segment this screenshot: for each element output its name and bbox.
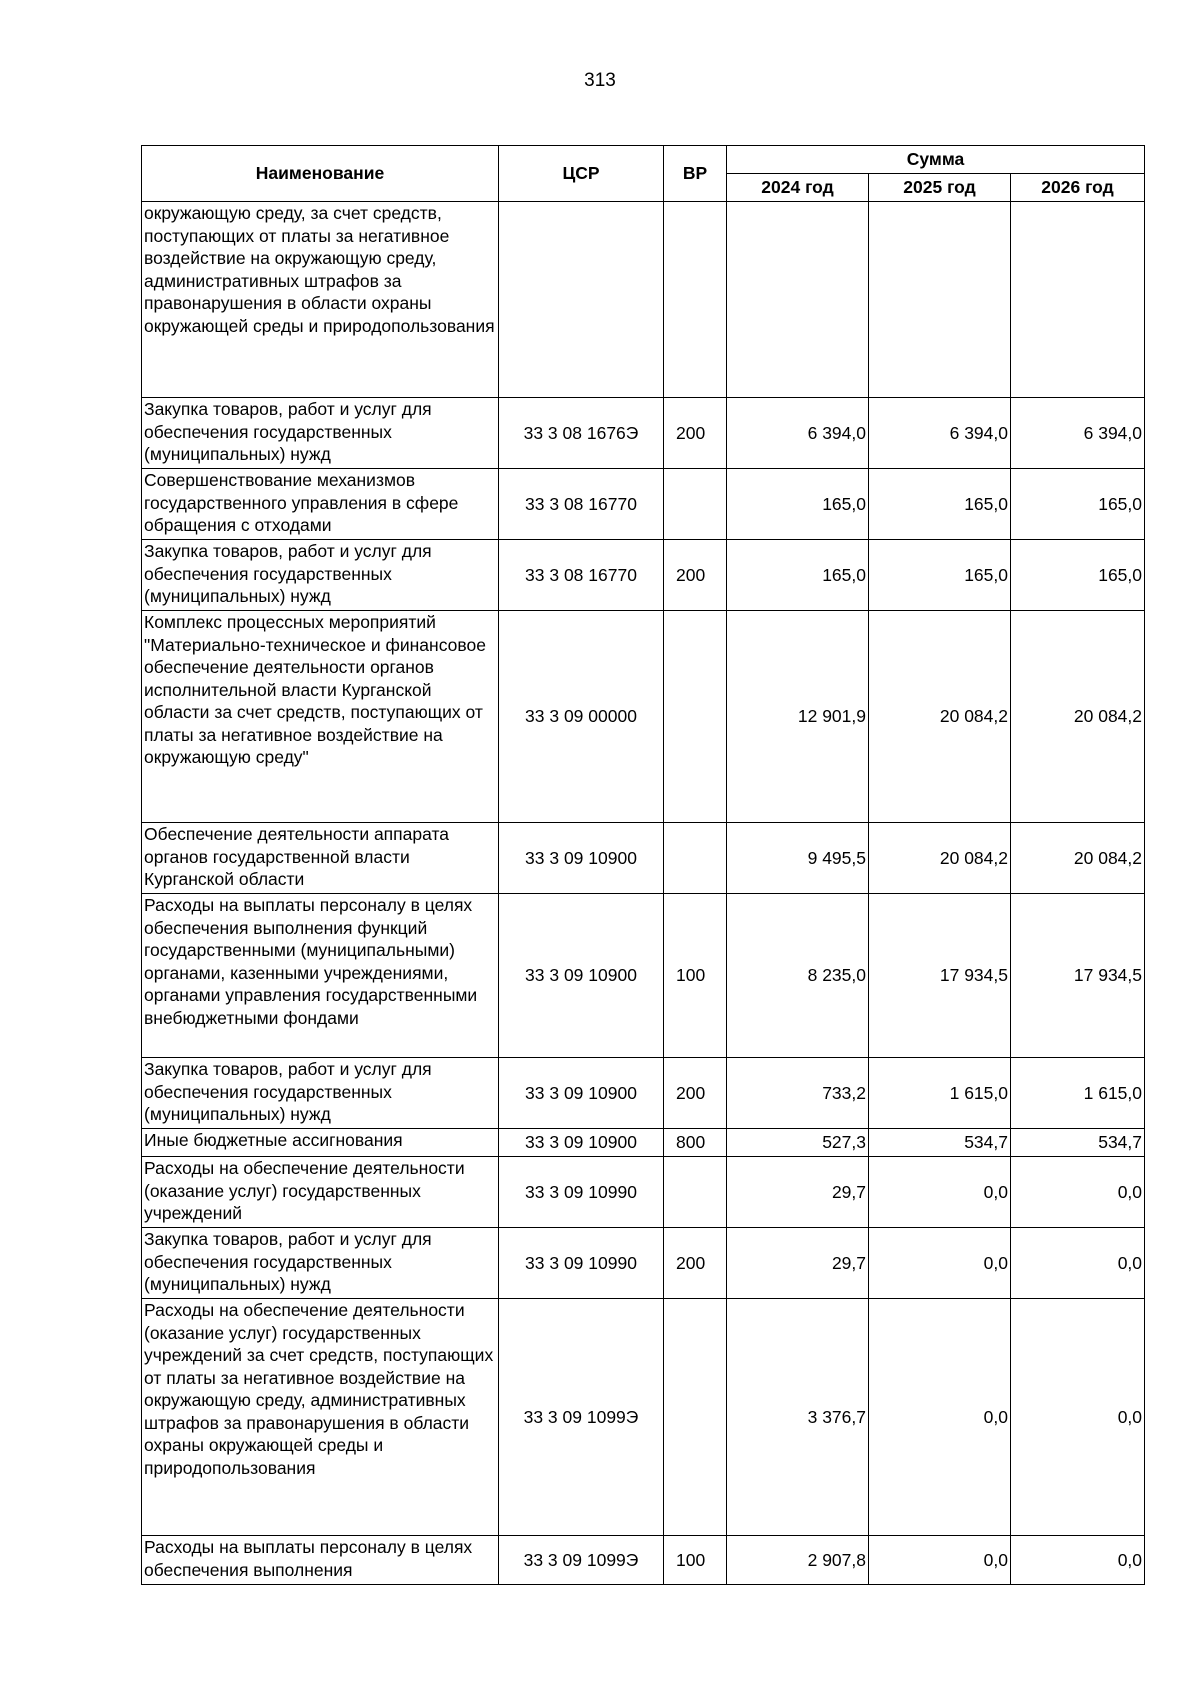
row-2026: 20 084,2 xyxy=(1011,611,1145,823)
row-vr xyxy=(664,1129,727,1157)
row-2024: 6 394,0 xyxy=(727,398,869,469)
row-csr: 33 3 09 10900 xyxy=(499,1129,664,1157)
row-csr: 33 3 09 1099Э xyxy=(499,1299,664,1536)
row-name: Расходы на выплаты персоналу в целях обеспечения выполнения xyxy=(142,1536,499,1585)
row-2025: 20 084,2 xyxy=(869,823,1011,894)
row-2026: 165,0 xyxy=(1011,540,1145,611)
row-csr: 33 3 09 00000 xyxy=(499,611,664,823)
row-2024: 527,3 xyxy=(727,1129,869,1157)
row-vr xyxy=(664,540,727,611)
row-2024: 9 495,5 xyxy=(727,823,869,894)
row-vr xyxy=(664,202,727,398)
row-name: Иные бюджетные ассигнования xyxy=(142,1129,499,1157)
row-name: Закупка товаров, работ и услуг для обеспечения государственных (муниципальных) нужд xyxy=(142,540,499,611)
header-csr: ЦСР xyxy=(499,146,664,202)
row-vr-value: 100 xyxy=(676,965,706,986)
row-2025: 20 084,2 xyxy=(869,611,1011,823)
row-csr: 33 3 08 16770 xyxy=(499,469,664,540)
row-vr xyxy=(664,894,727,1058)
header-2024: 2024 год xyxy=(727,174,869,202)
header-sum: Сумма xyxy=(727,146,1145,174)
table-row xyxy=(142,1129,1145,1157)
row-2026: 0,0 xyxy=(1011,1228,1145,1299)
table-row xyxy=(142,1228,1145,1299)
row-2024 xyxy=(727,202,869,398)
row-csr: 33 3 09 1099Э xyxy=(499,1536,664,1585)
row-csr: 33 3 08 16770 xyxy=(499,540,664,611)
row-2026: 0,0 xyxy=(1011,1157,1145,1228)
row-2026: 534,7 xyxy=(1011,1129,1145,1157)
table-row xyxy=(142,823,1145,894)
page-number: 313 xyxy=(584,70,616,91)
header-name: Наименование xyxy=(142,146,499,202)
row-name: Расходы на выплаты персоналу в целях обеспечения выполнения функций государственными (муниципальными) органами, казенными учреждениями, органами управления государственными внебюджетными фондами xyxy=(142,894,499,1058)
row-2026: 20 084,2 xyxy=(1011,823,1145,894)
table-row xyxy=(142,1299,1145,1536)
row-2024: 2 907,8 xyxy=(727,1536,869,1585)
row-vr-value: 200 xyxy=(676,564,706,585)
row-vr xyxy=(664,469,727,540)
row-vr xyxy=(664,1536,727,1585)
row-2026 xyxy=(1011,202,1145,398)
row-csr: 33 3 09 10900 xyxy=(499,894,664,1058)
row-vr xyxy=(664,1228,727,1299)
row-2026: 165,0 xyxy=(1011,469,1145,540)
header-2025: 2025 год xyxy=(869,174,1011,202)
row-2025: 0,0 xyxy=(869,1228,1011,1299)
row-vr xyxy=(664,823,727,894)
table-row xyxy=(142,1157,1145,1228)
row-name: Совершенствование механизмов государственного управления в сфере обращения с отходами xyxy=(142,469,499,540)
row-2026: 17 934,5 xyxy=(1011,894,1145,1058)
row-csr: 33 3 09 10900 xyxy=(499,1058,664,1129)
row-2025: 6 394,0 xyxy=(869,398,1011,469)
row-2025: 0,0 xyxy=(869,1299,1011,1536)
table-header xyxy=(142,146,1145,202)
row-2026: 6 394,0 xyxy=(1011,398,1145,469)
row-csr: 33 3 09 10990 xyxy=(499,1228,664,1299)
row-name: Расходы на обеспечение деятельности (оказание услуг) государственных учреждений xyxy=(142,1157,499,1228)
row-2025 xyxy=(869,202,1011,398)
row-vr xyxy=(664,611,727,823)
row-csr: 33 3 08 1676Э xyxy=(499,398,664,469)
row-2026: 0,0 xyxy=(1011,1299,1145,1536)
table-row xyxy=(142,540,1145,611)
row-2025: 165,0 xyxy=(869,540,1011,611)
table-row xyxy=(142,202,1145,398)
row-2026: 0,0 xyxy=(1011,1536,1145,1585)
row-name: окружающую среду, за счет средств, поступающих от платы за негативное воздействие на окружающую среду, административных штрафов за правонарушения в области охраны окружающей среды и природопользования xyxy=(142,202,499,398)
row-2024: 733,2 xyxy=(727,1058,869,1129)
row-csr: 33 3 09 10900 xyxy=(499,823,664,894)
table-row xyxy=(142,1536,1145,1585)
row-2025: 534,7 xyxy=(869,1129,1011,1157)
table-row xyxy=(142,894,1145,1058)
row-vr xyxy=(664,1058,727,1129)
row-vr xyxy=(664,1299,727,1536)
row-name: Комплекс процессных мероприятий "Материально-техническое и финансовое обеспечение деятельности органов исполнительной власти Курганской области за счет средств, поступающих от платы за негативное воздействие на окружающую среду" xyxy=(142,611,499,823)
budget-table xyxy=(141,145,1145,1585)
row-2025: 17 934,5 xyxy=(869,894,1011,1058)
row-2024: 165,0 xyxy=(727,540,869,611)
row-2024: 12 901,9 xyxy=(727,611,869,823)
table-row xyxy=(142,611,1145,823)
header-vr: ВР xyxy=(664,146,727,202)
row-name: Закупка товаров, работ и услуг для обеспечения государственных (муниципальных) нужд xyxy=(142,1058,499,1129)
row-vr-value: 200 xyxy=(676,1252,706,1273)
row-name: Обеспечение деятельности аппарата органов государственной власти Курганской области xyxy=(142,823,499,894)
table-row xyxy=(142,398,1145,469)
row-csr xyxy=(499,202,664,398)
row-name: Расходы на обеспечение деятельности (оказание услуг) государственных учреждений за счет средств, поступающих от платы за негативное воздействие на окружающую среду, административных штрафов за правонарушения в области охраны окружающей среды и природопользования xyxy=(142,1299,499,1536)
row-vr xyxy=(664,1157,727,1228)
row-2025: 165,0 xyxy=(869,469,1011,540)
row-vr-value: 100 xyxy=(676,1549,706,1570)
row-2024: 165,0 xyxy=(727,469,869,540)
row-vr xyxy=(664,398,727,469)
header-2026: 2026 год xyxy=(1011,174,1145,202)
row-vr-value: 800 xyxy=(676,1132,706,1153)
row-name: Закупка товаров, работ и услуг для обеспечения государственных (муниципальных) нужд xyxy=(142,1228,499,1299)
row-2025: 1 615,0 xyxy=(869,1058,1011,1129)
row-2025: 0,0 xyxy=(869,1157,1011,1228)
table-row xyxy=(142,469,1145,540)
row-csr: 33 3 09 10990 xyxy=(499,1157,664,1228)
row-name: Закупка товаров, работ и услуг для обеспечения государственных (муниципальных) нужд xyxy=(142,398,499,469)
table-row xyxy=(142,1058,1145,1129)
table-body xyxy=(142,202,1145,1585)
row-2024: 29,7 xyxy=(727,1228,869,1299)
row-2025: 0,0 xyxy=(869,1536,1011,1585)
row-vr-value: 200 xyxy=(676,1082,706,1103)
row-2024: 8 235,0 xyxy=(727,894,869,1058)
row-2026: 1 615,0 xyxy=(1011,1058,1145,1129)
row-2024: 3 376,7 xyxy=(727,1299,869,1536)
row-vr-value: 200 xyxy=(676,422,706,443)
row-2024: 29,7 xyxy=(727,1157,869,1228)
